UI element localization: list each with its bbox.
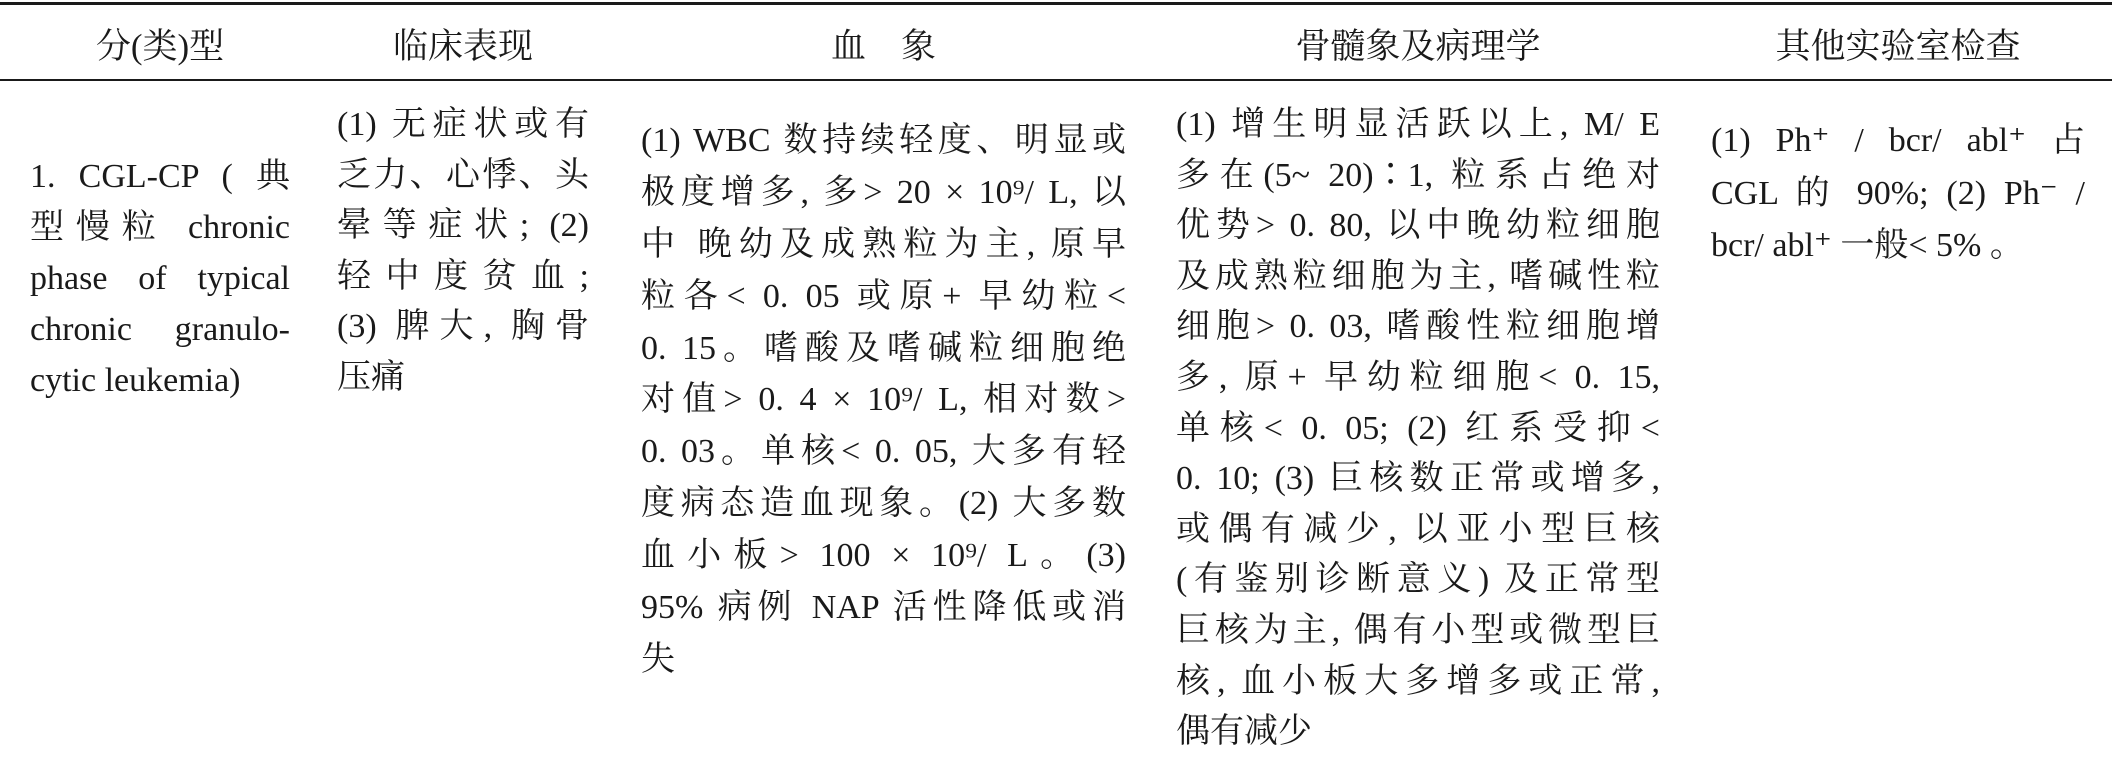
cell-line: 晕等症状; (2) <box>337 207 589 245</box>
cell-line: (1) WBC 数持续轻度、明显或 <box>641 122 1126 159</box>
cell-line: 度病态造血现象。(2) 大多数 <box>641 485 1126 523</box>
header-blood: 血 象 <box>830 27 936 66</box>
cell-line: 型慢粒 chronic <box>30 209 290 246</box>
cell-line: 乏力、心悸、头 <box>337 156 589 194</box>
cell-line: phase of typical <box>30 260 290 297</box>
cell-line: (3) 脾大, 胸骨 <box>337 308 589 346</box>
cell-line: 细胞> 0. 03, 嗜酸性粒细胞增 <box>1176 308 1660 346</box>
cell-line: chronic granulo- <box>30 311 290 348</box>
cell-line: (1) Ph⁺ / bcr/ abl⁺ 占 <box>1711 122 2085 159</box>
cell-line: 偶有减少 <box>1176 713 1312 751</box>
header-type: 分(类)型 <box>95 27 225 66</box>
cell-type <box>30 151 290 406</box>
cell-line: 优势> 0. 80, 以中晚幼粒细胞 <box>1176 207 1660 245</box>
cell-line: bcr/ abl⁺ 一般< 5% 。 <box>1711 227 2024 264</box>
table-header-rule <box>0 79 2112 81</box>
cell-line: 单核< 0. 05; (2) 红系受抑< <box>1176 409 1660 447</box>
cell-line: 0. 03。单核< 0. 05, 大多有轻 <box>641 433 1126 471</box>
cell-line: 粒各< 0. 05 或原+ 早幼粒< <box>641 277 1126 315</box>
cell-line: 失 <box>641 640 675 678</box>
cell-line: 压痛 <box>337 358 405 396</box>
cell-line: 多, 原+ 早幼粒细胞< 0. 15, <box>1176 358 1660 396</box>
header-marrow: 骨髓象及病理学 <box>1295 27 1541 66</box>
cell-line: (1) 增生明显活跃以上, M/ E <box>1176 106 1660 143</box>
header-other-tests: 其他实验室检查 <box>1775 27 2021 66</box>
cell-line: 中 晚幼及成熟粒为主, 原早 <box>641 225 1126 263</box>
cell-line: 极度增多, 多> 20 × 10⁹/ L, 以 <box>641 173 1126 211</box>
cell-line: (1) 无症状或有 <box>337 106 589 143</box>
cell-line: 0. 15。嗜酸及嗜碱粒细胞绝 <box>641 329 1126 367</box>
cell-line: 对值> 0. 4 × 10⁹/ L, 相对数> <box>641 381 1126 419</box>
cell-line: 或偶有减少, 以亚小型巨核 <box>1176 510 1660 548</box>
cell-other-tests <box>1711 115 2085 273</box>
cell-line: 核, 血小板大多增多或正常, <box>1176 662 1660 700</box>
cell-line: 0. 10; (3) 巨核数正常或增多, <box>1176 460 1660 498</box>
cell-line: 巨核为主, 偶有小型或微型巨 <box>1176 611 1660 649</box>
cell-line: 95% 病例 NAP 活性降低或消 <box>641 589 1126 627</box>
cell-marrow <box>1176 100 1660 758</box>
cell-line: 轻中度贫血; <box>337 257 589 295</box>
header-clinical: 临床表现 <box>392 27 533 66</box>
cell-line: (有鉴别诊断意义) 及正常型 <box>1176 561 1660 599</box>
cell-blood <box>641 115 1126 686</box>
cell-line: CGL 的 90%; (2) Ph⁻ / <box>1711 174 2085 212</box>
cell-line: 血小板> 100 × 10⁹/ L。(3) <box>641 537 1126 575</box>
cell-line: 及成熟粒细胞为主, 嗜碱性粒 <box>1176 257 1660 295</box>
cell-line: 多在(5~ 20)∶1, 粒系占绝对 <box>1176 156 1660 194</box>
table-top-rule <box>0 2 2112 5</box>
cell-clinical <box>337 100 589 404</box>
cell-line: 1. CGL-CP ( 典 <box>30 158 290 195</box>
cell-line: cytic leukemia) <box>30 362 241 399</box>
